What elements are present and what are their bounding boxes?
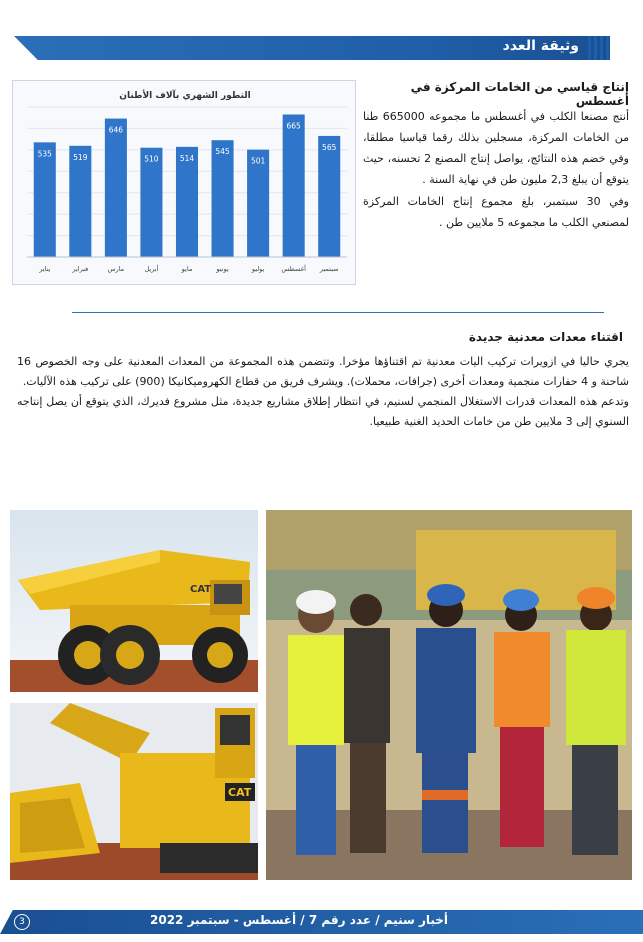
bar-chart <box>13 81 357 286</box>
chart-bar-7 <box>247 150 269 257</box>
chart-value-label: 535 <box>37 149 52 159</box>
chart-value-label: 565 <box>322 142 337 152</box>
article-body <box>17 352 629 432</box>
chart-category-label: أغسطس <box>281 265 306 273</box>
chart-bar-3 <box>105 119 127 257</box>
chart-value-label: 545 <box>215 147 230 157</box>
chart-category-label: يوليو <box>251 265 265 273</box>
footer-publication-info: أخبار سنيم / عدد رقم 7 / أغسطس - سبتمبر 2022 <box>150 913 449 927</box>
chart-value-label: 510 <box>144 154 159 164</box>
chart-category-label: يونيو <box>216 265 229 273</box>
section-divider <box>72 312 604 313</box>
chart-bar-2 <box>69 146 91 257</box>
article-paragraph: وتدعم هذه المعدات قدرات الاستغلال المنجمي لسنيم، في انتظار إطلاق مشاريع جديدة، مثل مشروع فديرك، الذي يتوقع أن يصل إنتاجه السنوي إلى 3 ملايين طن من خامات الحديد الغنية طبيعيا. <box>17 395 629 428</box>
article-body <box>363 106 629 234</box>
chart-value-label: 665 <box>286 121 301 131</box>
page-number: 3 <box>14 914 30 930</box>
workers-group-photo <box>266 510 632 880</box>
haul-truck-photo <box>10 510 258 692</box>
chart-category-label: سبتمبر <box>319 265 339 273</box>
chart-value-label: 501 <box>250 156 266 166</box>
chart-category-label: أبريل <box>144 265 159 273</box>
chart-bar-6 <box>212 140 234 257</box>
chart-bar-1 <box>34 142 56 257</box>
chart-category-label: فبراير <box>72 265 89 273</box>
article-title: إنتاج قياسي من الخامات المركزة في أغسطس <box>410 80 629 108</box>
header-stripes <box>588 36 609 60</box>
chart-bar-5 <box>176 147 198 257</box>
truck-logo: CAT <box>190 584 212 595</box>
chart-category-label: يناير <box>39 265 51 273</box>
article-paragraph: أنتج مصنعا الكلب في أغسطس ما مجموعه 665000 طنا من الخامات المركزة، مسجلين بذلك رقما قياسيا مطلقا، وفي خضم هذه النتائج، يواصل إنتاج المصنع 2 تحسنه، حيث يتوقع أن يبلغ 2,3 مليون طن في نهاية السنة . <box>363 110 629 186</box>
chart-value-label: 514 <box>179 153 195 163</box>
excavator-photo <box>10 703 258 880</box>
chart-category-label: مايو <box>181 265 193 273</box>
chart-value-label: 646 <box>108 125 124 135</box>
article-paragraph: يجري حاليا في ازويرات تركيب اليات معدنية تم اقتناؤها مؤخرا. وتتضمن هذه المجموعة من المعدات المعدنية على وجه الخصوص 16 شاحنة و 4 حفارات منجمية ومعدات أخرى (جرافات، محملات). ويشرف فريق من قطاع الكهروميكانيكا (900) على تركيب هذه الآليات. <box>17 355 629 388</box>
article-paragraph: وفي 30 سبتمبر، بلغ مجموع إنتاج الخامات المركزة لمصنعي الكلب ما مجموعه 5 ملايين طن . <box>363 195 629 229</box>
section-title: وثيقة العدد <box>502 38 579 54</box>
chart-bar-4 <box>140 148 162 257</box>
chart-bar-8 <box>283 115 305 258</box>
chart-title: التطور الشهري بآلاف الأطنان <box>119 91 251 101</box>
chart-category-label: مارس <box>107 265 125 273</box>
article-title: اقتناء معدات معدنية جديدة <box>468 330 623 344</box>
chart-bar-9 <box>318 136 340 257</box>
excavator-logo: CAT <box>228 786 252 799</box>
chart-value-label: 519 <box>73 152 88 162</box>
production-chart <box>12 80 356 285</box>
